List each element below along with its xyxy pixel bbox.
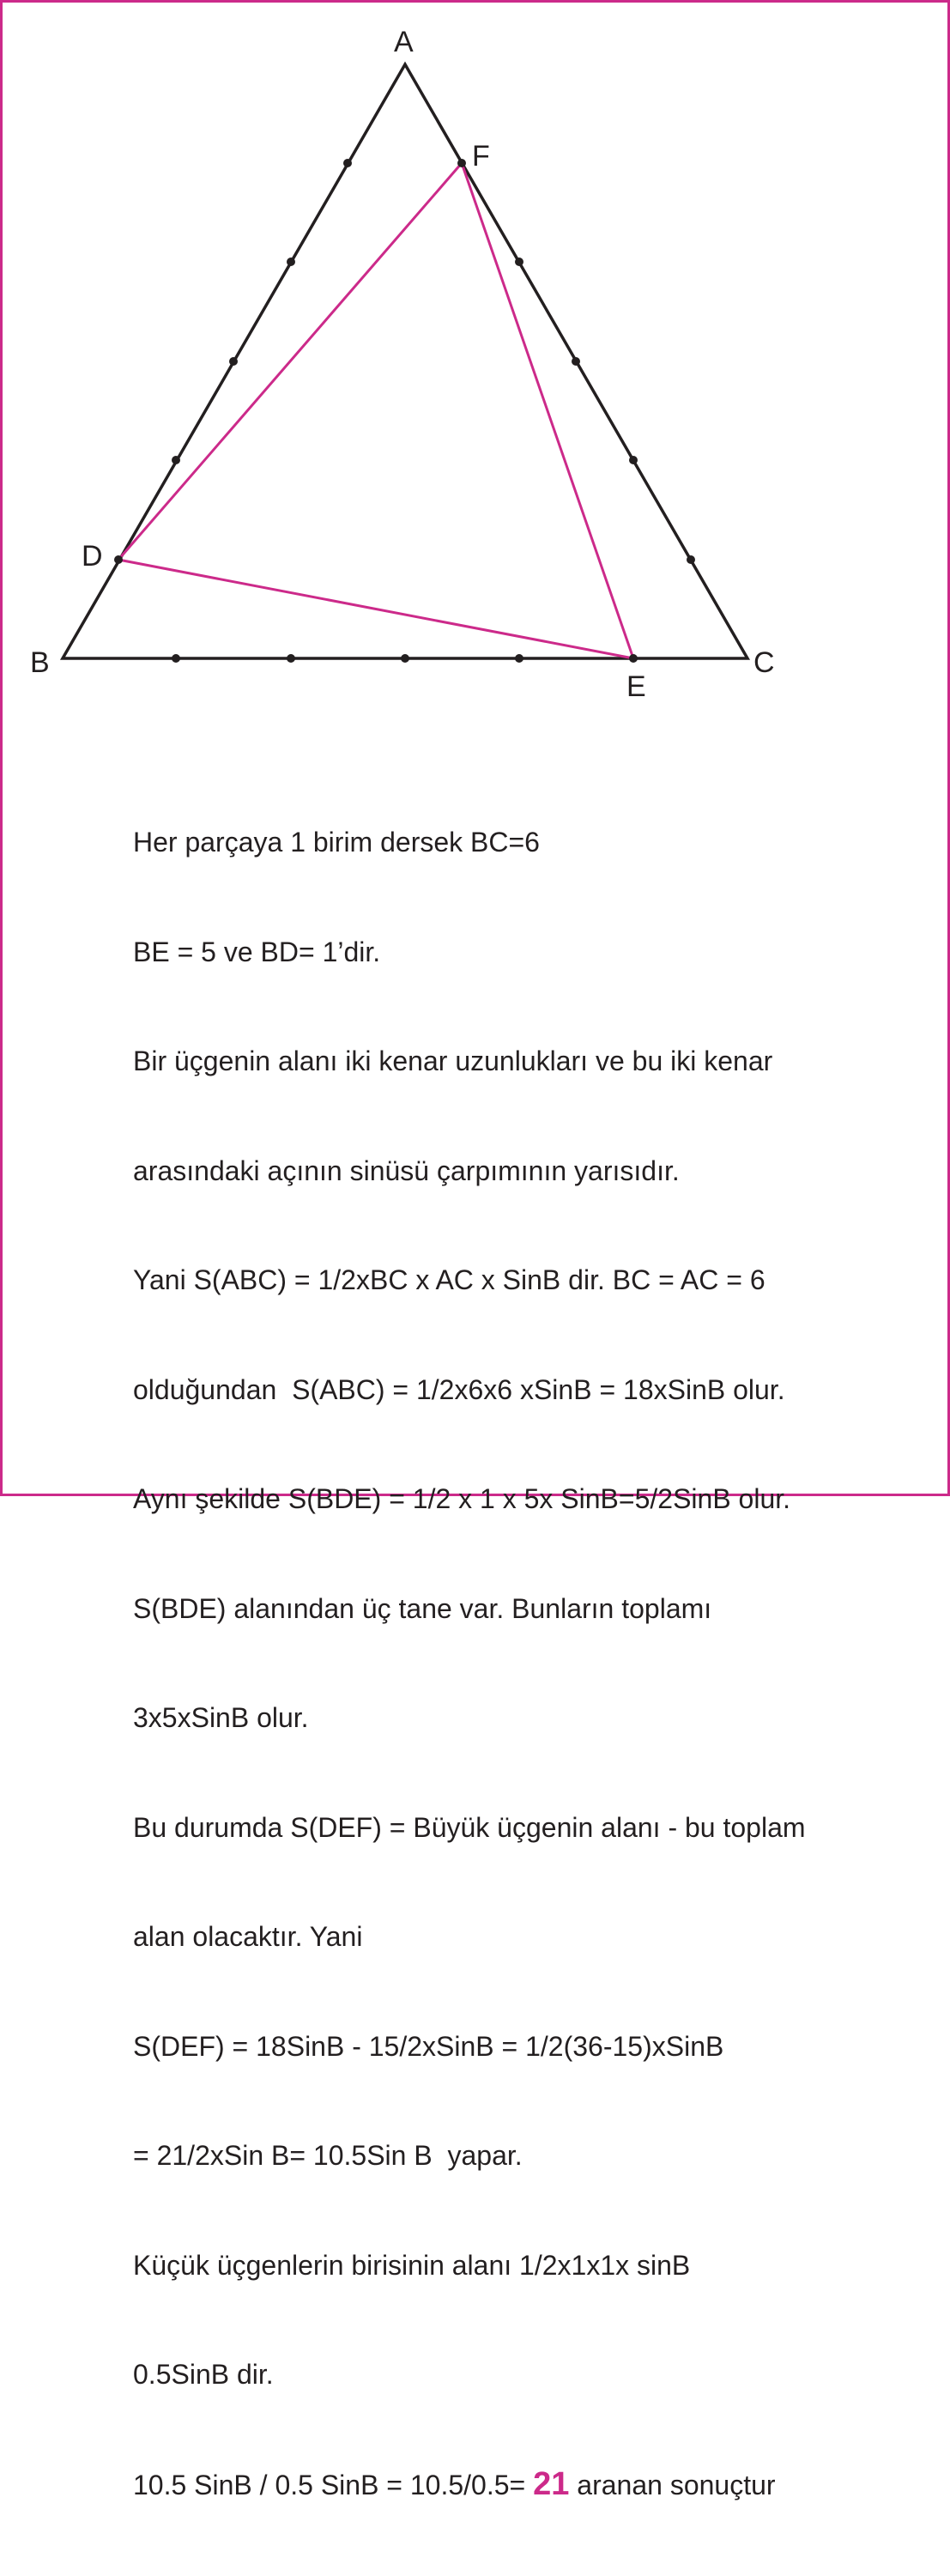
triangle-def [118,163,633,658]
solution-line: S(DEF) = 18SinB - 15/2xSinB = 1/2(36-15)xSinB [133,2030,724,2062]
label-a: A [394,26,414,58]
label-f: F [472,140,490,173]
solution-line: Küçük üçgenlerin birisinin alanı 1/2x1x1x sinB [133,2249,691,2281]
division-point [687,555,695,564]
solution-line: Aynı şekilde S(BDE) = 1/2 x 1 x 5x SinB=5/2SinB olur. [133,1483,791,1514]
label-c: C [753,646,775,679]
answer-value: 21 [533,2465,570,2502]
triangle-diagram [3,3,947,741]
division-point [401,654,409,663]
label-e: E [626,670,646,703]
solution-line: Bir üçgenin alanı iki kenar uzunlukları ve bu iki kenar [133,1046,773,1076]
solution-line: Yani S(ABC) = 1/2xBC x AC x SinB dir. BC = AC = 6 [133,1264,765,1295]
solution-text [133,751,940,2576]
division-point [287,258,295,266]
solution-line: S(BDE) alanından üç tane var. Bunların toplamı [133,1592,712,1624]
solution-line: = 21/2xSin B= 10.5Sin B yapar. [133,2140,523,2171]
solution-line: 3x5xSinB olur. [133,1702,309,1733]
label-d: D [82,540,103,573]
division-point [287,654,295,663]
division-point [572,357,580,366]
point-d [114,555,123,564]
point-e [629,654,638,663]
final-result-line [133,2466,940,2504]
label-b: B [30,646,50,679]
division-point [629,456,638,464]
solution-line: alan olacaktır. Yani [133,1921,363,1952]
solution-line: olduğundan S(ABC) = 1/2x6x6 xSinB = 18xSinB olur. [133,1373,785,1405]
division-point [229,357,238,366]
division-point [172,654,180,663]
solution-line: 0.5SinB dir. [133,2359,274,2390]
final-suffix: aranan sonuçtur [569,2469,776,2500]
division-point [515,654,523,663]
division-point [343,159,352,167]
solution-line: arasındaki açının sinüsü çarpımının yarısıdır. [133,1155,680,1186]
division-point [172,456,180,464]
final-prefix: 10.5 SinB / 0.5 SinB = 10.5/0.5= [133,2469,534,2500]
solution-line: Bu durumda S(DEF) = Büyük üçgenin alanı - bu toplam [133,1811,806,1843]
solution-line: BE = 5 ve BD= 1’dir. [133,936,381,967]
point-f [457,159,466,167]
division-point [515,258,523,266]
solution-line: Her parçaya 1 birim dersek BC=6 [133,827,540,858]
